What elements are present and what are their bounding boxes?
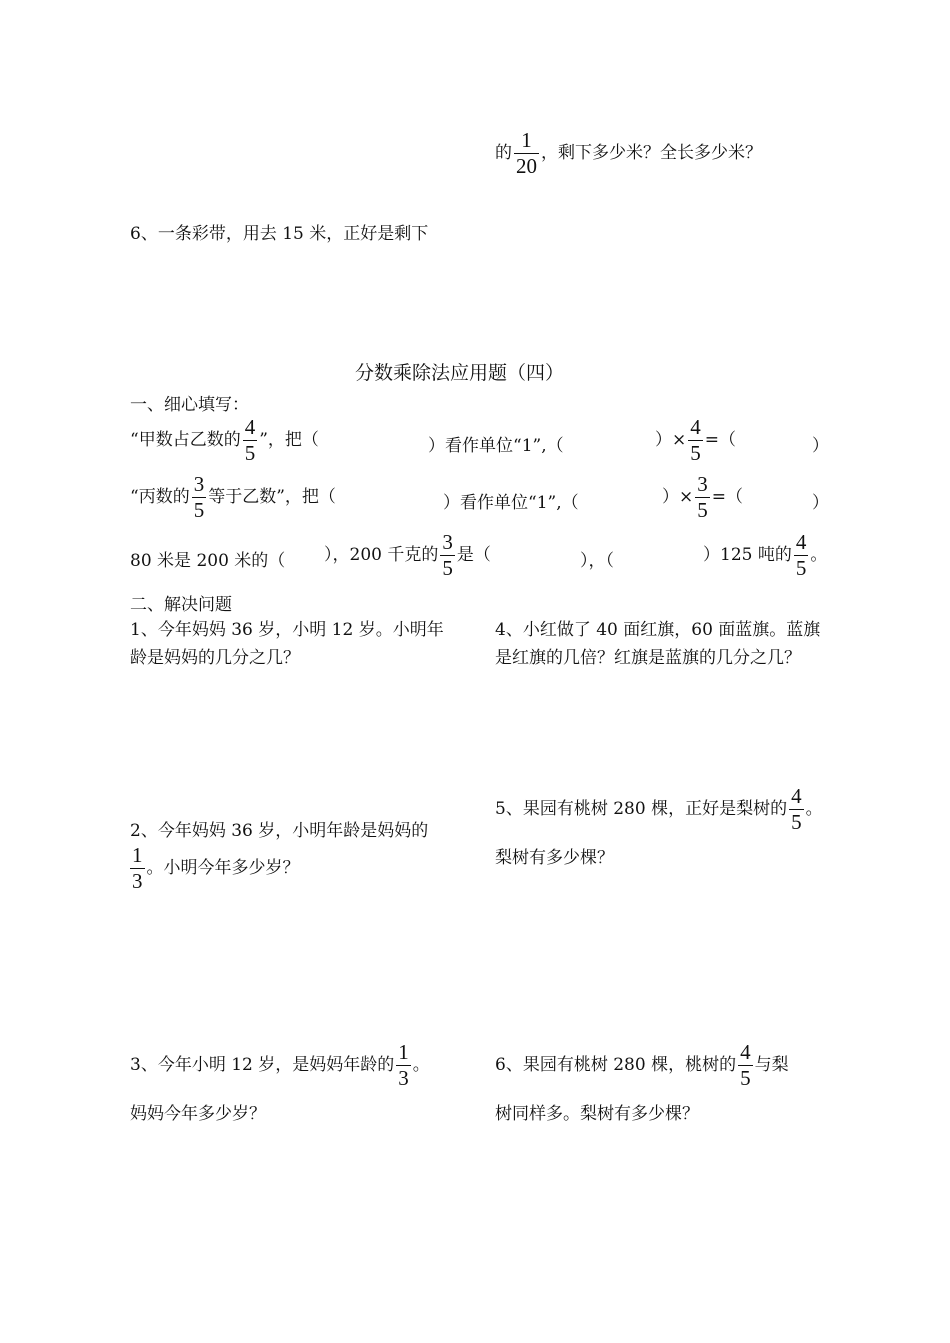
denominator: 5 — [244, 441, 256, 465]
denominator: 5 — [791, 810, 802, 834]
text: 6、果园有桃树 280 棵，桃树的 — [495, 1055, 737, 1075]
numerator: 4 — [244, 415, 256, 439]
text: 3、今年小明 12 岁，是妈妈年龄的 — [130, 1055, 395, 1075]
numerator: 1 — [132, 843, 143, 867]
text: 与梨 — [754, 1055, 789, 1075]
question-1: 1、今年妈妈 36 岁，小明 12 岁。小明年龄是妈妈的几分之几？ — [130, 620, 444, 668]
line3-a: 80 米是 200 米的（ — [130, 551, 286, 571]
denominator: 5 — [193, 498, 205, 522]
fraction — [130, 845, 145, 892]
text: 等于乙数”，把（ — [208, 487, 336, 507]
question-3 — [130, 1042, 430, 1124]
text: ）125 吨的 — [703, 545, 792, 565]
fraction — [688, 417, 703, 464]
numerator: 1 — [521, 128, 532, 152]
fraction — [789, 786, 804, 833]
text: 。 — [810, 545, 828, 565]
line3-b — [324, 532, 491, 579]
section-2-heading: 二、解决问题 — [130, 595, 232, 615]
numerator: 4 — [791, 784, 802, 808]
fraction — [440, 532, 455, 579]
text: 梨树有多少棵？ — [495, 848, 614, 868]
text: 的 — [495, 143, 512, 163]
numerator: 1 — [398, 1040, 409, 1064]
text: 。 — [805, 799, 823, 819]
line2-unit: ）看作单位“1”,（ — [443, 493, 579, 513]
prev-problem-6: 6、一条彩带，用去 15 米，正好是剩下 — [130, 224, 429, 244]
text: 树同样多。梨树有多少棵？ — [495, 1104, 699, 1124]
line1-close: ） — [812, 436, 829, 456]
line3-d: ），（ — [580, 551, 614, 571]
fraction — [396, 1042, 411, 1089]
line1-unit: ）看作单位“1”,（ — [428, 436, 564, 456]
text: “甲数占乙数的 — [130, 430, 241, 450]
line1-mult — [655, 417, 736, 464]
line2-mult — [662, 474, 743, 521]
fraction — [794, 532, 809, 579]
text: 。小明今年多少岁？ — [146, 858, 300, 878]
text: ”，把（ — [259, 430, 319, 450]
fraction — [514, 130, 539, 177]
text: 是（ — [456, 545, 491, 565]
line3-e — [703, 532, 827, 579]
section-1-heading: 一、细心填写： — [130, 395, 249, 415]
text: =（ — [704, 430, 736, 450]
fraction — [192, 474, 207, 521]
text: ，剩下多少米？全长多少米？ — [541, 143, 762, 163]
fraction — [695, 474, 710, 521]
page-title: 分数乘除法应用题（四） — [355, 362, 565, 384]
numerator: 4 — [795, 530, 807, 554]
question-4: 4、小红做了 40 面红旗，60 面蓝旗。蓝旗是红旗的几倍？红旗是蓝旗的几分之几？ — [495, 620, 821, 668]
denominator: 5 — [795, 556, 807, 580]
denominator: 3 — [398, 1066, 409, 1090]
line2-prefix — [130, 474, 336, 521]
text: 2、今年妈妈 36 岁，小明年龄是妈妈的 — [130, 821, 429, 841]
text: ），200 千克的 — [324, 545, 439, 565]
numerator: 3 — [193, 472, 205, 496]
numerator: 3 — [442, 530, 453, 554]
denominator: 20 — [516, 154, 537, 178]
denominator: 5 — [690, 441, 701, 465]
denominator: 5 — [442, 556, 453, 580]
text: ）× — [662, 487, 694, 507]
question-2 — [130, 816, 428, 892]
text: =（ — [711, 487, 743, 507]
text: “丙数的 — [130, 487, 190, 507]
prev-problem-continuation — [495, 130, 762, 177]
numerator: 4 — [740, 1040, 751, 1064]
text: 妈妈今年多少岁？ — [130, 1104, 266, 1124]
text: 。 — [412, 1055, 430, 1075]
numerator: 3 — [697, 472, 708, 496]
numerator: 4 — [690, 415, 701, 439]
denominator: 5 — [740, 1066, 751, 1090]
line2-close: ） — [812, 493, 829, 513]
text: ）× — [655, 430, 687, 450]
fraction — [243, 417, 258, 464]
denominator: 3 — [132, 869, 143, 893]
question-6 — [495, 1042, 789, 1124]
fraction — [738, 1042, 753, 1089]
denominator: 5 — [697, 498, 708, 522]
text: 5、果园有桃树 280 棵，正好是梨树的 — [495, 799, 788, 819]
line1-prefix — [130, 417, 319, 464]
question-5 — [495, 786, 823, 868]
